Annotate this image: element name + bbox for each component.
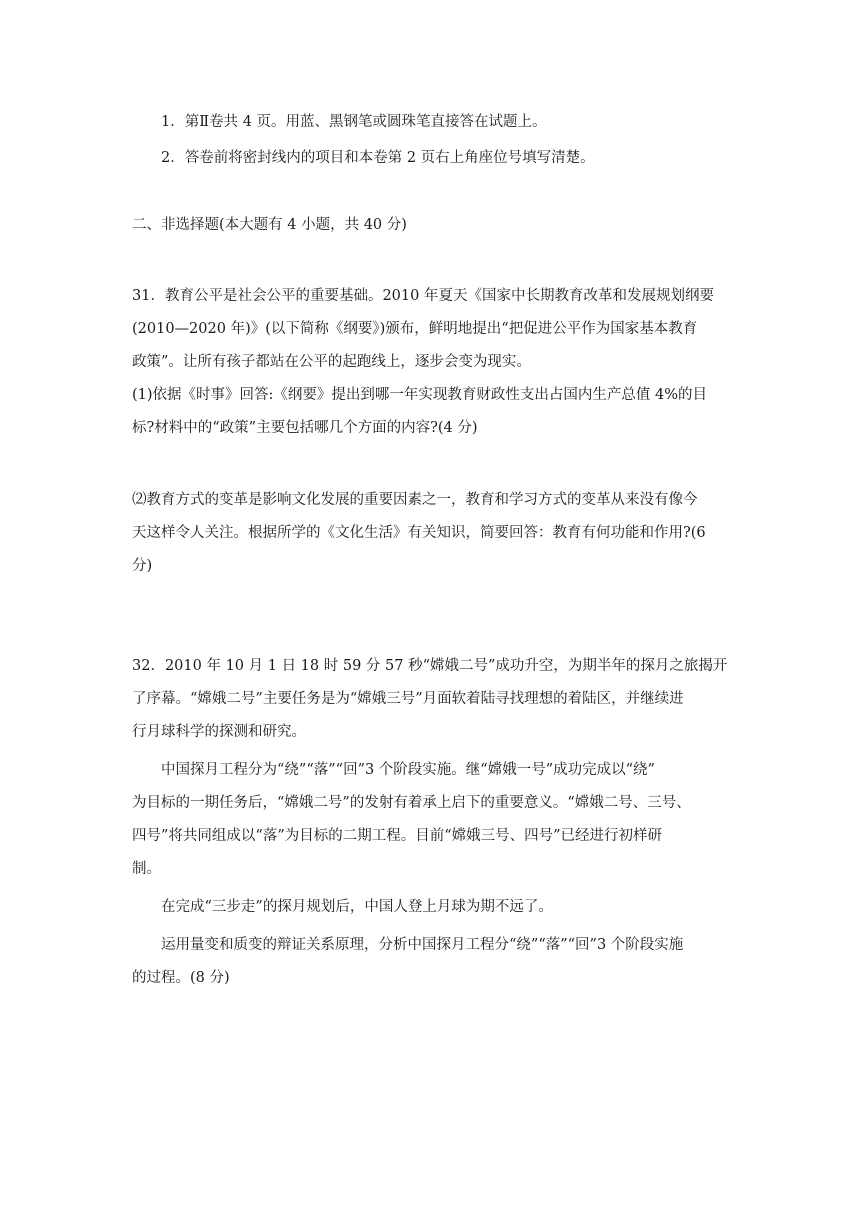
- q32-stem-line-3: 行月球科学的探测和研究。: [132, 724, 306, 740]
- note-2: 2．答卷前将密封线内的项目和本卷第 2 页右上角座位号填写清楚。: [161, 150, 595, 166]
- q31-stem-line-3: 政策”。让所有孩子都站在公平的起跑线上，逐步会变为现实。: [132, 354, 531, 370]
- q32-para3: 在完成“三步走”的探月规划后，中国人登上月球为期不远了。: [161, 899, 553, 915]
- q31-stem-line-2: (2010—2020 年)》(以下简称《纲要》)颁布，鲜明地提出“把促进公平作为国家基本教育: [132, 321, 698, 337]
- q32-para2-line-1: 中国探月工程分为“绕”“落”“回”3 个阶段实施。继“嫦娥一号”成功完成以“绕”: [161, 762, 655, 778]
- q32-para2-line-2: 为目标的一期任务后，“嫦娥二号”的发射有着承上启下的重要意义。“嫦娥二号、三号、: [132, 795, 691, 811]
- q31-stem-line-1: 31．教育公平是社会公平的重要基础。2010 年夏天《国家中长期教育改革和发展规划纲要: [132, 288, 714, 304]
- note-1: 1．第Ⅱ卷共 4 页。用蓝、黑钢笔或圆珠笔直接答在试题上。: [161, 114, 547, 130]
- q32-para2-line-3: 四号”将共同组成以“落”为目标的二期工程。目前“嫦娥三号、四号”已经进行初样研: [132, 828, 663, 844]
- q32-question-line-1: 运用量变和质变的辩证关系原理，分析中国探月工程分“绕”“落”“回”3 个阶段实施: [161, 937, 684, 953]
- section-heading: 二、非选择题(本大题有 4 小题，共 40 分): [132, 217, 407, 233]
- q31-part1-line-1: (1)依据《时事》回答:《纲要》提出到哪一年实现教育财政性支出占国内生产总值 4%的目: [132, 387, 708, 403]
- q32-stem-line-2: 了序幕。“嫦娥二号”主要任务是为“嫦娥三号”月面软着陆寻找理想的着陆区，并继续进: [132, 691, 684, 707]
- q31-part2-line-2: 天这样令人关注。根据所学的《文化生活》有关知识，简要回答：教育有何功能和作用?(6: [132, 525, 706, 541]
- q32-stem-line-1: 32．2010 年 10 月 1 日 18 时 59 分 57 秒“嫦娥二号”成功升空，为期半年的探月之旅揭开: [132, 658, 728, 674]
- q31-part2-line-3: 分): [132, 558, 153, 574]
- q31-part1-line-2: 标?材料中的“政策”主要包括哪几个方面的内容?(4 分): [132, 420, 478, 436]
- q32-para2-line-4: 制。: [132, 861, 161, 877]
- q32-question-line-2: 的过程。(8 分): [132, 970, 230, 986]
- q31-part2-line-1: ⑵教育方式的变革是影响文化发展的重要因素之一，教育和学习方式的变革从来没有像今: [132, 492, 698, 508]
